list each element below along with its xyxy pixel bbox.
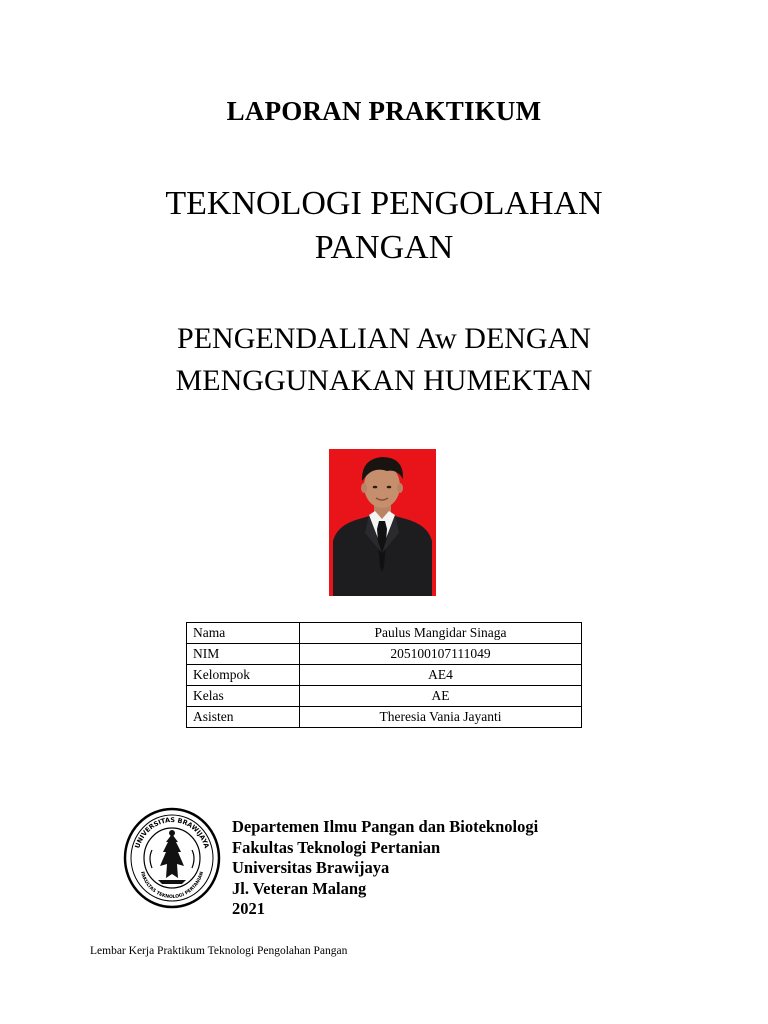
row-label-name: Nama (187, 623, 300, 644)
report-year: 2021 (232, 899, 265, 918)
row-label-class: Kelas (187, 686, 300, 707)
faculty-name: Fakultas Teknologi Pertanian (232, 837, 441, 857)
course-title-line-2: PANGAN (314, 229, 454, 266)
topic-title-line-1: PENGENDALIAN Aw DENGAN (177, 322, 591, 355)
university-seal-icon (122, 806, 222, 910)
institution-address (232, 817, 538, 920)
student-portrait-graphic (329, 449, 436, 596)
street-address: Jl. Veteran Malang (232, 878, 367, 898)
row-label-assistant: Asisten (187, 707, 300, 728)
table-row (187, 623, 582, 644)
row-value-group: AE4 (300, 665, 582, 686)
department-name: Departemen Ilmu Pangan dan Bioteknologi (232, 817, 539, 836)
student-info-table (186, 622, 582, 728)
row-label-nim: NIM (187, 644, 300, 665)
row-label-group: Kelompok (187, 665, 300, 686)
page-footer: Lembar Kerja Praktikum Teknologi Pengolahan Pangan (90, 945, 348, 957)
course-title-line-1: TEKNOLOGI PENGOLAHAN (165, 185, 603, 222)
table-row (187, 665, 582, 686)
table-row (187, 644, 582, 665)
logo-text-bottom: FAKULTAS TEKNOLOGI PERTANIAN (138, 871, 206, 901)
report-type-title: LAPORAN PRAKTIKUM (226, 96, 542, 126)
logo-text-top: UNIVERSITAS BRAWIJAYA (133, 815, 211, 850)
topic-title-line-2: MENGGUNAKAN HUMEKTAN (175, 364, 593, 397)
topic-title (0, 318, 768, 402)
row-value-nim: 205100107111049 (300, 644, 582, 665)
course-title (0, 182, 768, 270)
university-logo (122, 806, 222, 910)
row-value-class: AE (300, 686, 582, 707)
row-value-assistant: Theresia Vania Jayanti (300, 707, 582, 728)
row-value-name: Paulus Mangidar Sinaga (300, 623, 582, 644)
university-name: Universitas Brawijaya (232, 858, 390, 877)
table-row (187, 686, 582, 707)
student-photo (329, 449, 436, 596)
table-row (187, 707, 582, 728)
